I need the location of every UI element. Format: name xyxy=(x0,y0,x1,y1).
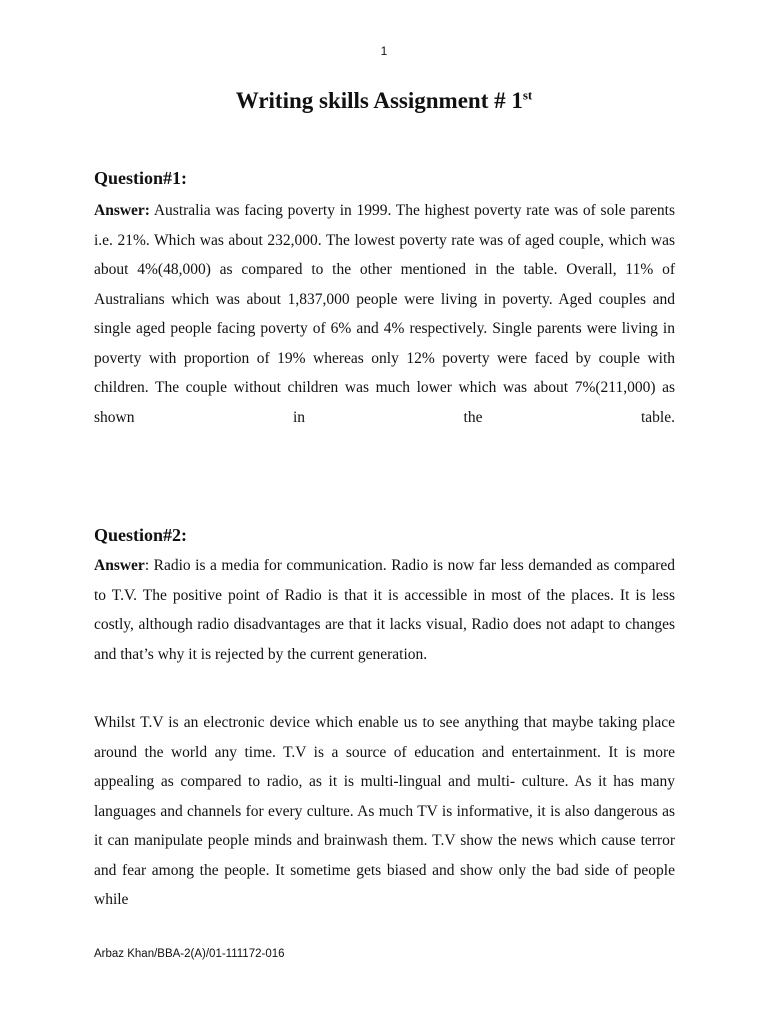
question-2-answer-text: : Radio is a media for communication. Radio is now far less demanded as compared to T.V. The positive point of Radio is that it is accessible in most of the places. It is less costly, although radio disadvantages are that it lacks visual, Radio does not adapt to changes and that’s why it is rejected by the current generation. xyxy=(94,557,675,663)
question-1-answer xyxy=(94,196,675,432)
question-2-heading: Question#2: xyxy=(94,525,188,545)
question-2-answer-label: Answer xyxy=(94,557,145,574)
page-footer: Arbaz Khan/BBA-2(A)/01-111172-016 xyxy=(94,948,285,960)
title-text: Writing skills Assignment # 1 xyxy=(235,88,523,113)
question-1-answer-text: Australia was facing poverty in 1999. The highest poverty rate was of sole parents i.e. 21%. Which was about 232,000. The lowest poverty rate was of aged couple, which was about 4%(48,000) as compared to the other mentioned in the table. Overall, 11% of Australians which was about 1,837,000 people were living in poverty. Aged couples and single aged people facing poverty of 6% and 4% respectively. Single parents were living in poverty with proportion of 19% whereas only 12% poverty were faced by couple with children. The couple without children was much lower which was about 7%(211,000) as shown in the table. xyxy=(94,202,675,426)
question-2-paragraph-2: Whilst T.V is an electronic device which enable us to see anything that maybe taking place around the world any time. T.V is a source of education and entertainment. It is more appealing as compared to radio, as it is multi-lingual and multi- culture. As it has many languages and channels for every culture. As much TV is informative, it is also dangerous as it can manipulate people minds and brainwash them. T.V show the news which cause terror and fear among the people. It sometime gets biased and show only the bad side of people while xyxy=(94,714,675,908)
question-1-answer-label: Answer: xyxy=(94,202,150,219)
page-title xyxy=(0,88,768,114)
title-superscript: st xyxy=(522,87,533,103)
question-2-answer xyxy=(94,551,675,669)
page-number: 1 xyxy=(380,44,388,58)
question-1-heading: Question#1: xyxy=(94,168,188,188)
